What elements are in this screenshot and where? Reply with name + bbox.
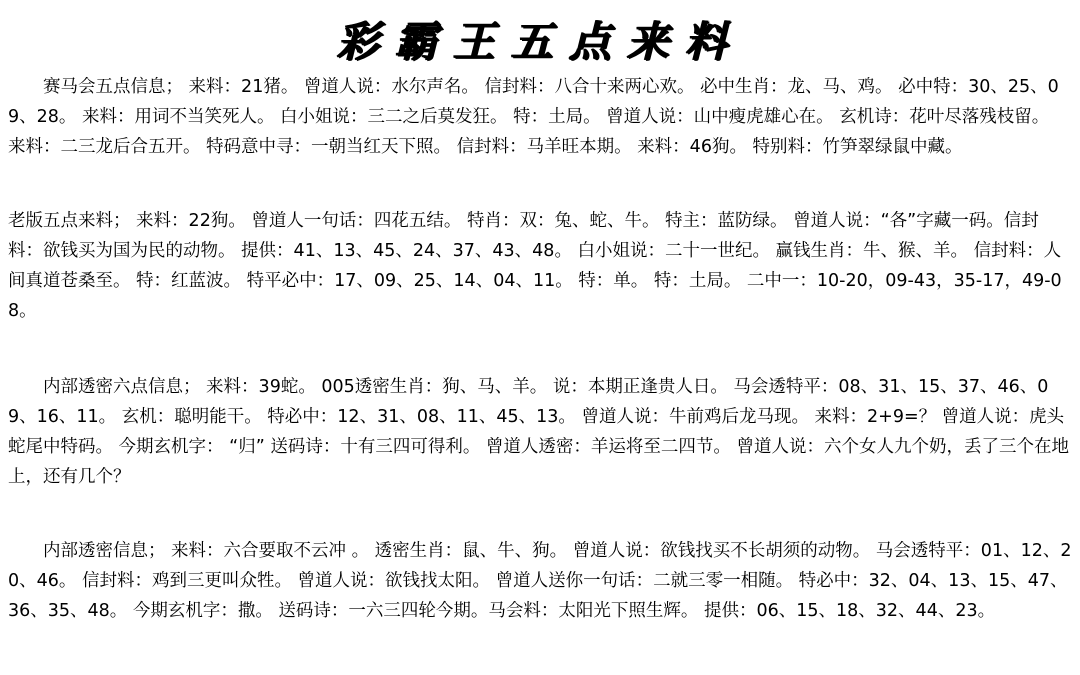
section-internal-six-point-info: 内部透密六点信息； 来料：39蛇。 005透密生肖：狗、马、羊。 说：本期正逢贵人日。 马会透特平：08、31、15、37、46、09、16、11。 玄机：聪明能干。 特必中：12、31、08、11、45、13。 曾道人说：牛前鸡后龙马现。 来料：2+9=？ 曾道人说：虎头蛇尾中特码。 今期玄机字： “归” 送码诗：十有三四可得利。 曾道人透密：羊运将至二四节。 曾道人说：六个女人九个奶，丢了三个在地上，还有几个？: [8, 377, 1069, 487]
section-horse-club-info: 赛马会五点信息； 来料：21猪。 曾道人说：水尔声名。 信封料：八合十来两心欢。 必中生肖：龙、马、鸡。 必中特：30、25、09、28。 来料：用词不当笑死人。 白小姐说：三二之后莫发狂。 特：土局。 曾道人说：山中瘦虎雄心在。 玄机诗：花叶尽落残枝留。 来料：二三龙后合五开。 特码意中寻：一朝当红天下照。 信封料：马羊旺本期。 来料：46狗。 特别料：竹笋翠绿鼠中藏。: [8, 77, 1059, 157]
section-internal-info: 内部透密信息； 来料：六合要取不云冲 。 透密生肖：鼠、牛、狗。 曾道人说：欲钱找买不长胡须的动物。 马会透特平：01、12、20、46。 信封料：鸡到三更叫众牲。 曾道人说：欲钱找太阳。 曾道人送你一句话：二就三零一相随。 特必中：32、04、13、15、47、36、35、48。 今期玄机字：撒。 送码诗：一六三四轮今期。马会料：太阳光下照生辉。 提供：06、15、18、32、44、23。: [8, 541, 1072, 621]
section-old-version-info: 老版五点来料； 来料：22狗。 曾道人一句话：四花五结。 特肖：双：兔、蛇、牛。 特主：蓝防绿。 曾道人说：“各”字藏一码。信封料：欲钱买为国为民的动物。 提供：41、13、45、24、37、43、48。 白小姐说：二十一世纪。 赢钱生肖：牛、猴、羊。 信封料：人间真道苍桑至。 特：红蓝波。 特平必中：17、09、25、14、04、11。 特：单。 特：土局。 二中一：10-20，09-43，35-17，49-08。: [8, 211, 1062, 321]
page-title: 彩霸王五点来料: [336, 17, 743, 66]
